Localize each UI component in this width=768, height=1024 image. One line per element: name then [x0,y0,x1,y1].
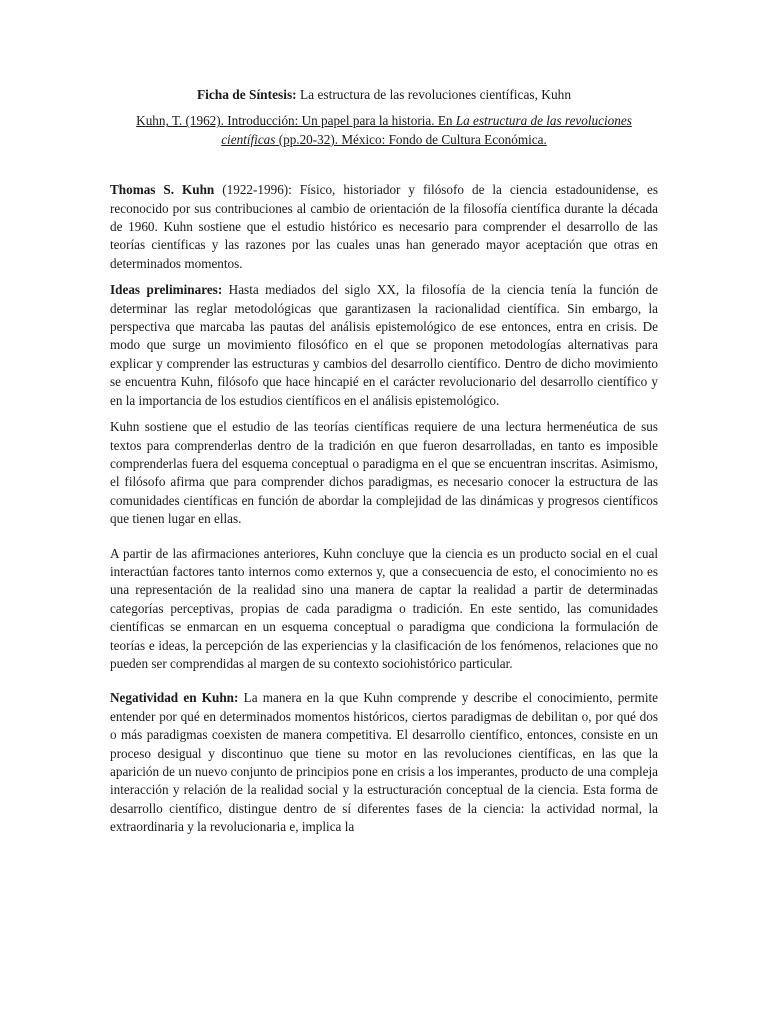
title-label: Ficha de Síntesis: [196,87,297,102]
paragraph-body: A partir de las afirmaciones anteriores, Kuhn concluye que la ciencia es un producto social en el cual interactúan factores tanto internos como externos y, que a consecuencia de esto, el conocimiento no es una representación de la realidad sino una manera de captar la realidad a partir de determinadas categorías perceptivas, propias de cada paradigma o tradición. En este sentido, las comunidades científicas se enmarcan en un esquema conceptual o paradigma que condiciona la formulación de teorías e ideas, la percepción de las experiencias y la clasificación de los fenómenos, relaciones que no pueden ser comprendidas al margen de su contexto sociohistórico particular. [110,545,658,671]
paragraph-lectura-hermeneutica [110,418,658,528]
document-page [110,86,658,845]
paragraph-ideas-preliminares [110,281,658,410]
citation-book-title: La estructura de las revoluciones científicas [221,113,632,147]
paragraph-body: La manera en la que Kuhn comprende y describe el conocimiento, permite entender por qué en determinados momentos históricos, ciertos paradigmas de debilitan o, por qué dos o más paradigmas coexisten de manera competitiva. El desarrollo científico, entonces, consiste en un proceso desigual y discontinuo que tiene su motor en las revoluciones científicas, en las que la aparición de un nuevo conjunto de principios pone en crisis a los imperantes, producto de una compleja interacción y relación de la realidad social y la estructuración conceptual de la ciencia. Esta forma de desarrollo científico, distingue dentro de sí diferentes fases de la ciencia: la actividad normal, la extraordinaria y la revolucionaria e, implica la [110,690,658,835]
paragraph-thomas-kuhn [110,181,658,273]
paragraph-lead: Thomas S. Kuhn [110,182,215,198]
citation-publisher-part: (pp.20-32). México: Fondo de Cultura Económica. [275,131,547,147]
document-title [110,86,658,104]
paragraph-lead: Negatividad en Kuhn: [110,690,239,706]
paragraph-negatividad-en-kuhn [110,689,658,836]
paragraph-ciencia-producto-social [110,545,658,674]
bibliographic-citation [110,112,658,149]
citation-author-part: Kuhn, T. (1962). Introducción: Un papel para la historia. En [136,113,456,129]
title-text: La estructura de las revoluciones científicas, Kuhn [296,87,572,102]
paragraph-body: (1922-1996): Físico, historiador y filósofo de la ciencia estadounidense, es reconocido por sus contribuciones al cambio de orientación de la filosofía científica durante la década de 1960. Kuhn sostiene que el estudio histórico es necesario para comprender el desarrollo de las teorías científicas y las razones por las cuales unas han generado mayor aceptación que otras en determinados momentos. [110,182,659,271]
paragraph-lead: Ideas preliminares: [110,282,223,298]
paragraph-body: Kuhn sostiene que el estudio de las teorías científicas requiere de una lectura hermenéutica de sus textos para comprenderlas dentro de la tradición en que fueron desarrolladas, en tanto es imposible comprenderlas fuera del esquema conceptual o paradigma en el que se encuentran inscritas. Asimismo, el filósofo afirma que para comprender dichos paradigmas, es necesario conocer la estructura de las comunidades científicas en función de abordar la complejidad de las dinámicas y progresos científicos que tienen lugar en ellas. [110,419,658,527]
paragraph-body: Hasta mediados del siglo XX, la filosofía de la ciencia tenía la función de determinar las reglar metodológicas que garantizasen la racionalidad científica. Sin embargo, la perspectiva que marcaba las pautas del análisis epistemológico de ese entonces, entra en crisis. De modo que surge un movimiento filosófico en el que se proponen metodologías alternativas para explicar y comprender las estructuras y cambios del desarrollo científico. Dentro de dicho movimiento se encuentra Kuhn, filósofo que hace hincapié en el carácter revolucionario del desarrollo científico y en la importancia de los estudios científicos en el análisis epistemológico. [110,282,659,408]
